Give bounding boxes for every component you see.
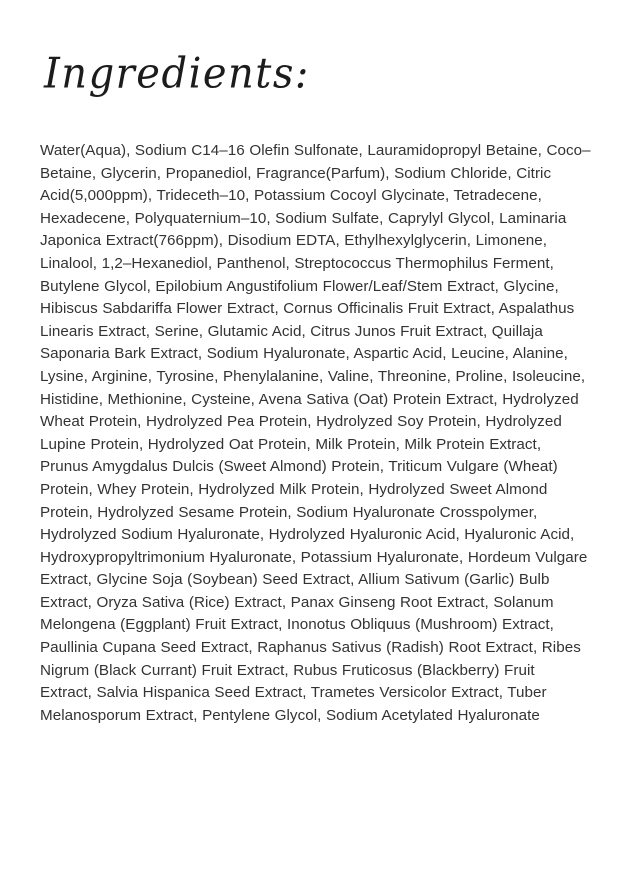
page-title: Ingredients: bbox=[44, 49, 310, 99]
ingredients-list-text: Water(Aqua), Sodium C14–16 Olefin Sulfonate, Lauramidopropyl Betaine, Coco–Betaine, Glycerin, Propanediol, Fragrance(Parfum), Sodium Chloride, Citric Acid(5,000ppm), Trideceth–10, Potassium Cocoyl Glycinate, Tetradecene, Hexadecene, Polyquaternium–10, Sodium Sulfate, Caprylyl Glycol, Laminaria Japonica Extract(766ppm), Disodium EDTA, Ethylhexylglycerin, Limonene, Linalool, 1,2–Hexanediol, Panthenol, Streptococcus Thermophilus Ferment, Butylene Glycol, Epilobium Angustifolium Flower/Leaf/Stem Extract, Glycine, Hibiscus Sabdariffa Flower Extract, Cornus Officinalis Fruit Extract, Aspalathus Linearis Extract, Serine, Glutamic Acid, Citrus Junos Fruit Extract, Quillaja Saponaria Bark Extract, Sodium Hyaluronate, Aspartic Acid, Leucine, Alanine, Lysine, Arginine, Tyrosine, Phenylalanine, Valine, Threonine, Proline, Isoleucine, Histidine, Methionine, Cysteine, Avena Sativa (Oat) Protein Extract, Hydrolyzed Wheat Protein, Hydrolyzed Pea Protein, Hydrolyzed Soy Protein, Hydrolyzed Lupine Protein, Hydrolyzed Oat Protein, Milk Protein, Milk Protein Extract, Prunus Amygdalus Dulcis (Sweet Almond) Protein, Triticum Vulgare (Wheat) Protein, Whey Protein, Hydrolyzed Milk Protein, Hydrolyzed Sweet Almond Protein, Hydrolyzed Sesame Protein, Sodium Hyaluronate Crosspolymer, Hydrolyzed Sodium Hyaluronate, Hydrolyzed Hyaluronic Acid, Hyaluronic Acid, Hydroxypropyltrimonium Hyaluronate, Potassium Hyaluronate, Hordeum Vulgare Extract, Glycine Soja (Soybean) Seed Extract, Allium Sativum (Garlic) Bulb Extract, Oryza Sativa (Rice) Extract, Panax Ginseng Root Extract, Solanum Melongena (Eggplant) Fruit Extract, Inonotus Obliquus (Mushroom) Extract, Paullinia Cupana Seed Extract, Raphanus Sativus (Radish) Root Extract, Ribes Nigrum (Black Currant) Fruit Extract, Rubus Fruticosus (Blackberry) Fruit Extract, Salvia Hispanica Seed Extract, Trametes Versicolor Extract, Tuber Melanosporum Extract, Pentylene Glycol, Sodium Acetylated Hyaluronate bbox=[40, 142, 591, 724]
